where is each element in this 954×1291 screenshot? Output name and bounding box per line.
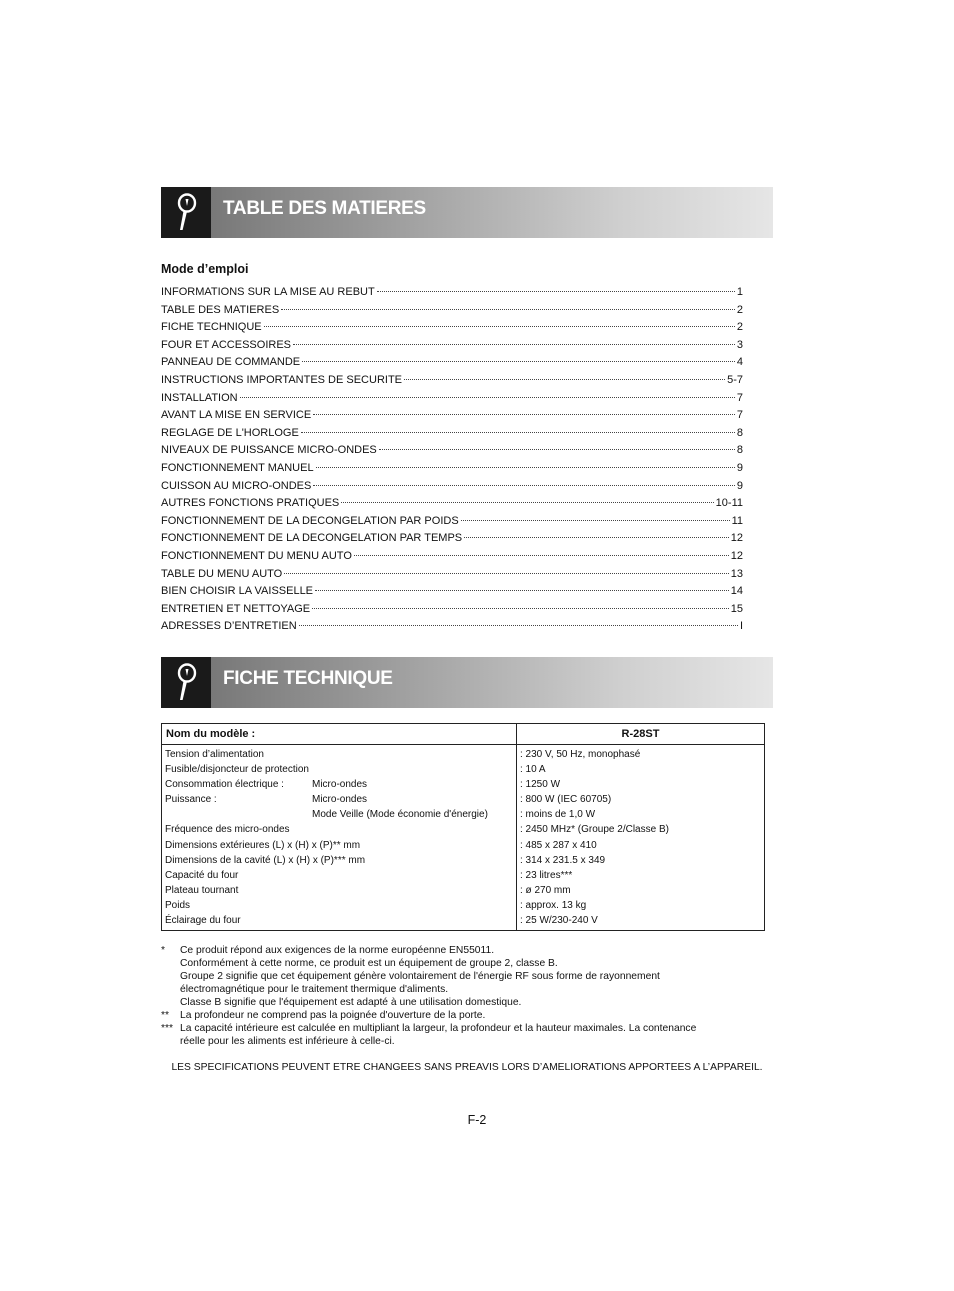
footnote-line: Ce produit répond aux exigences de la norme européenne EN55011. (180, 945, 495, 956)
spec-value: : 800 W (IEC 60705) (520, 794, 612, 806)
spec-label: Tension d’alimentation (165, 749, 264, 760)
toc-entry (161, 532, 743, 550)
footnotes (161, 944, 773, 1048)
spec-label: Capacité du four (165, 869, 239, 881)
spec-header-row (162, 724, 765, 745)
toc-entry (161, 427, 743, 445)
footnote-mark: * (161, 945, 166, 956)
spec-label: Puissance : (165, 794, 217, 806)
footnote-line: réelle pour les aliments est inférieure à celle-ci. (180, 1036, 395, 1047)
spec-labels-column (162, 745, 517, 931)
spec-value: : 23 litres*** (520, 869, 573, 881)
toc-entry-label: CUISSON AU MICRO-ONDES (161, 479, 312, 492)
toc-dot-leader (293, 344, 735, 345)
toc-entry (161, 515, 743, 533)
toc-entry-page: 9 (736, 461, 743, 474)
toc-entry (161, 620, 743, 638)
footnote-line: Groupe 2 signifie que cet équipement génère volontairement de l'énergie RF sous forme de rayonnement (180, 971, 660, 982)
spec-value: : moins de 1,0 W (520, 809, 596, 821)
toc-entry (161, 304, 743, 322)
spec-value: : 485 x 287 x 410 (520, 839, 597, 851)
toc-dot-leader (379, 449, 735, 450)
spec-value: : ø 270 mm (520, 884, 571, 896)
toc-entry (161, 480, 743, 498)
toc-entry-label: FONCTIONNEMENT MANUEL (161, 461, 314, 474)
toc-dot-leader (341, 502, 713, 503)
toc-entry-page: 12 (730, 549, 743, 562)
toc-entry-page: 15 (730, 602, 743, 615)
spec-sublabel: Mode Veille (Mode économie d'énergie) (312, 809, 488, 821)
toc-entry-page: 11 (731, 514, 743, 527)
spec-title: FICHE TECHNIQUE (223, 668, 393, 689)
toc-entry-label: REGLAGE DE L'HORLOGE (161, 426, 299, 439)
toc-dot-leader (315, 590, 729, 591)
info-icon-box (161, 187, 211, 238)
footnote-line: Classe B signifie que l'équipement est adapté à une utilisation domestique. (180, 997, 522, 1008)
toc-entry (161, 409, 743, 427)
toc-entry-label: FOUR ET ACCESSOIRES (161, 338, 291, 351)
toc-dot-leader (316, 467, 735, 468)
spec-value: : 10 A (520, 764, 546, 776)
toc-dot-leader (264, 326, 735, 327)
footnote (161, 1009, 773, 1022)
spec-label-line (165, 853, 513, 868)
toc-entry-page: 8 (736, 444, 743, 457)
toc-entry-page: 7 (736, 391, 743, 404)
footnote-text (180, 1009, 773, 1022)
toc-entry-page: 4 (736, 356, 743, 369)
model-name-value: R-28ST (517, 724, 765, 745)
footnote-text (180, 944, 773, 1009)
spec-table (161, 723, 765, 931)
toc-entry-label: FICHE TECHNIQUE (161, 321, 262, 334)
footnote (161, 1022, 773, 1048)
toc-entry (161, 603, 743, 621)
spec-label-line (165, 777, 513, 792)
toc-dot-leader (313, 485, 735, 486)
toc-entry (161, 497, 743, 515)
toc-entry-label: INFORMATIONS SUR LA MISE AU REBUT (161, 286, 375, 298)
toc-entry-page: 10-11 (715, 497, 743, 510)
toc-entry-label: FONCTIONNEMENT DU MENU AUTO (161, 549, 352, 562)
toc-entry (161, 550, 743, 568)
page-number: F-2 (467, 1113, 487, 1127)
spec-label-line (165, 883, 513, 898)
spec-label: Fréquence des micro-ondes (165, 824, 290, 836)
toc-entry (161, 585, 743, 603)
toc-dot-leader (281, 309, 735, 310)
spec-label: Dimensions extérieures (L) x (H) x (P)** mm (165, 839, 361, 851)
toc-entry-page: 8 (736, 426, 743, 439)
toc-entry-page: I (739, 620, 743, 633)
toc-dot-leader (404, 379, 725, 380)
info-magnifier-icon (173, 663, 199, 703)
toc-entry (161, 392, 743, 410)
toc-dot-leader (312, 608, 729, 609)
footnote (161, 944, 773, 1009)
spec-value: : 314 x 231.5 x 349 (520, 854, 606, 866)
toc-entry-page: 14 (730, 585, 743, 598)
spec-sublabel: Micro-ondes (312, 779, 368, 791)
toc-entry-label: PANNEAU DE COMMANDE (161, 356, 301, 369)
spec-label-line (165, 822, 513, 837)
toc-entry-page: 2 (736, 303, 743, 316)
toc-dot-leader (301, 432, 735, 433)
toc-entry-label: FONCTIONNEMENT DE LA DECONGELATION PAR TEMPS (161, 532, 463, 545)
toc-entry (161, 462, 743, 480)
toc-entry-page: 3 (736, 338, 743, 351)
spec-label-line (165, 898, 513, 913)
spec-label: Poids (165, 899, 191, 911)
toc-entry (161, 339, 743, 357)
footnote-line: électromagnétique pour le traitement thermique d'aliments. (180, 984, 449, 995)
spec-label: Dimensions de la cavité (L) x (H) x (P)*** mm (165, 854, 366, 866)
toc-title: TABLE DES MATIERES (223, 198, 426, 219)
toc-dot-leader (464, 537, 729, 538)
toc-entry-page: 1 (736, 286, 743, 298)
toc-entry-label: TABLE DU MENU AUTO (161, 567, 283, 580)
disclaimer: LES SPECIFICATIONS PEUVENT ETRE CHANGEES SANS PREAVIS LORS D’AMELIORATIONS APPORTEES A L’APPAREIL. (171, 1062, 763, 1073)
spec-body-row (162, 745, 765, 931)
toc-entry-page: 7 (736, 409, 743, 422)
toc-entry (161, 356, 743, 374)
info-magnifier-icon (173, 193, 199, 233)
toc-banner (161, 187, 773, 238)
spec-label: Consommation électrique : (165, 779, 284, 791)
footnote-line: Conformément à cette norme, ce produit est un équipement de groupe 2, classe B. (180, 958, 558, 969)
toc-entry-label: ENTRETIEN ET NETTOYAGE (161, 602, 311, 615)
toc-entry-page: 9 (736, 479, 743, 492)
toc-dot-leader (299, 625, 738, 626)
spec-label: Fusible/disjoncteur de protection (165, 764, 309, 776)
toc-dot-leader (377, 291, 735, 292)
spec-sublabel: Micro-ondes (312, 794, 368, 806)
toc-entry-label: INSTRUCTIONS IMPORTANTES DE SECURITE (161, 373, 403, 386)
toc-dot-leader (461, 520, 730, 521)
toc-entry-label: BIEN CHOISIR LA VAISSELLE (161, 585, 314, 598)
toc-dot-leader (313, 414, 735, 415)
toc-heading: Mode d’emploi (161, 262, 249, 276)
toc-entry-label: ADRESSES D’ENTRETIEN (161, 620, 297, 633)
toc-entry (161, 568, 743, 586)
toc-entry-page: 13 (730, 567, 743, 580)
spec-label-line (165, 913, 513, 928)
spec-label-line (165, 838, 513, 853)
toc-dot-leader (354, 555, 729, 556)
spec-value: : 230 V, 50 Hz, monophasé (520, 749, 641, 760)
spec-label-line (165, 868, 513, 883)
spec-value: : 2450 MHz* (Groupe 2/Classe B) (520, 824, 669, 836)
spec-value: : 1250 W (520, 779, 561, 791)
toc-entry (161, 444, 743, 462)
toc-entry-label: AUTRES FONCTIONS PRATIQUES (161, 497, 340, 510)
toc-list (161, 286, 743, 638)
spec-label: Plateau tournant (165, 884, 239, 896)
spec-value: : approx. 13 kg (520, 899, 587, 911)
toc-dot-leader (284, 573, 729, 574)
spec-values-column (517, 745, 765, 931)
spec-label-line (165, 792, 513, 807)
spec-banner (161, 657, 773, 708)
toc-entry-label: TABLE DES MATIERES (161, 303, 280, 316)
spec-value: : 25 W/230-240 V (520, 915, 598, 927)
toc-entry-page: 5-7 (727, 373, 743, 386)
toc-entry-label: INSTALLATION (161, 391, 238, 404)
footnote-line: La capacité intérieure est calculée en multipliant la largeur, la profondeur et la hauteur maximales. La contenance (180, 1023, 697, 1034)
toc-dot-leader (240, 397, 735, 398)
footnote-mark: *** (161, 1023, 174, 1034)
model-name-label: Nom du modèle : (162, 724, 517, 745)
footnote-mark: ** (161, 1010, 170, 1021)
toc-entry-label: FONCTIONNEMENT DE LA DECONGELATION PAR POIDS (161, 514, 459, 527)
info-icon-box (161, 657, 211, 708)
toc-entry-page: 2 (736, 321, 743, 334)
footnote-text (180, 1022, 773, 1048)
spec-label-line (165, 747, 513, 762)
spec-label: Éclairage du four (165, 915, 241, 927)
toc-entry (161, 286, 743, 304)
toc-entry (161, 321, 743, 339)
toc-entry-label: NIVEAUX DE PUISSANCE MICRO-ONDES (161, 444, 377, 457)
toc-dot-leader (302, 361, 735, 362)
footnote-line: La profondeur ne comprend pas la poignée d'ouverture de la porte. (180, 1010, 486, 1021)
spec-label-line (165, 807, 513, 822)
spec-label-line (165, 762, 513, 777)
toc-entry-page: 12 (730, 532, 743, 545)
toc-entry-label: AVANT LA MISE EN SERVICE (161, 409, 312, 422)
toc-entry (161, 374, 743, 392)
